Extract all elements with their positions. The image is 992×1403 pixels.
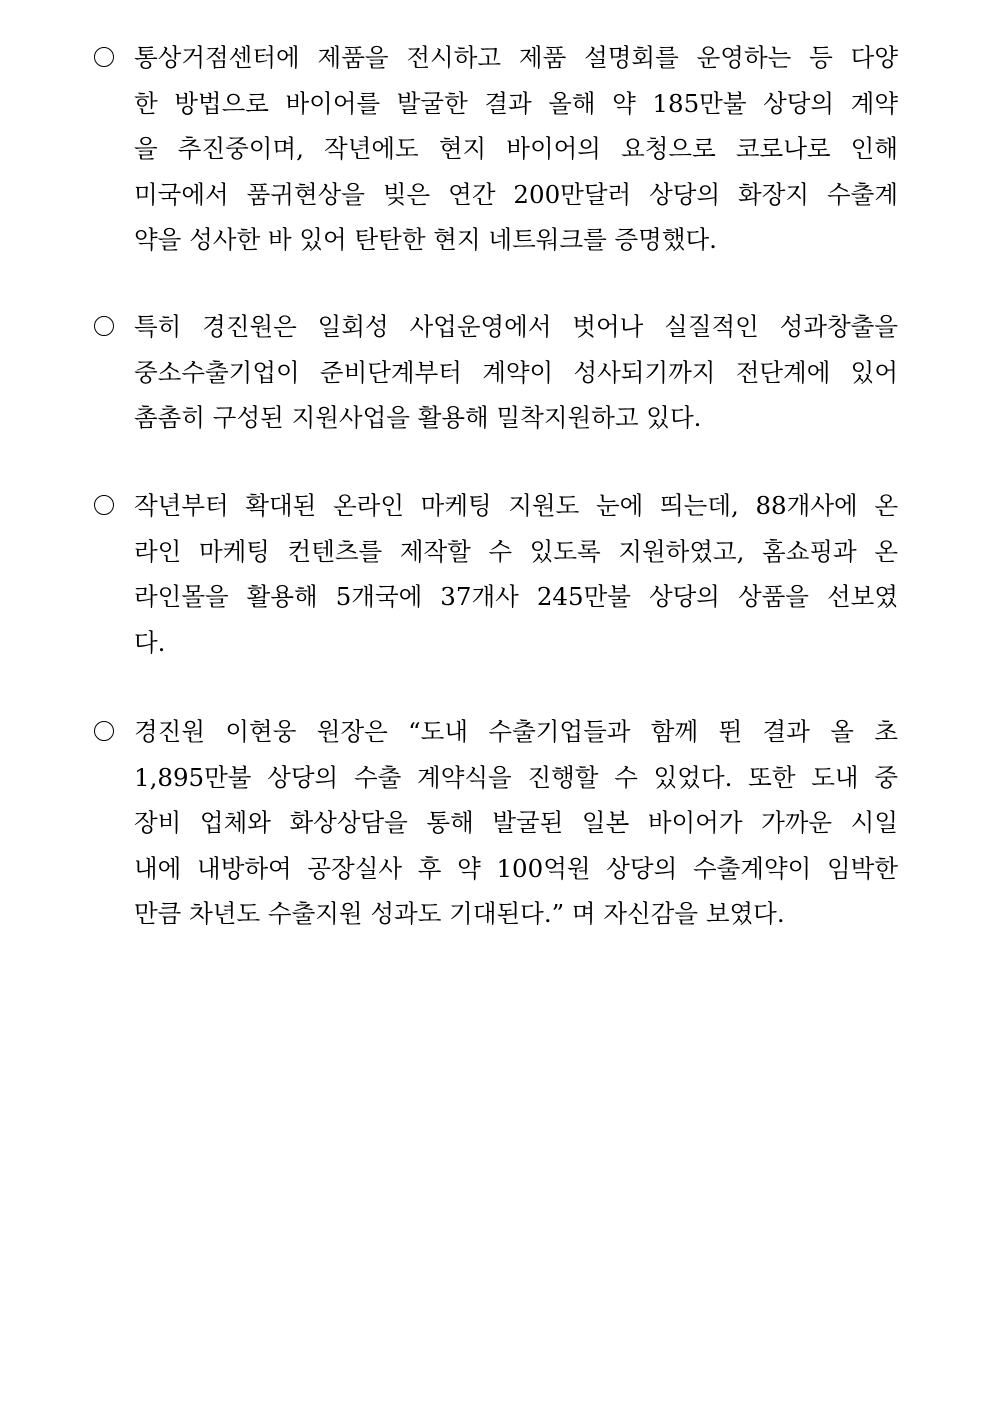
circle-bullet-icon [94, 721, 114, 741]
paragraph-line: 1,895만불 상당의 수출 계약식을 진행할 수 있었다. 또한 도내 중 [134, 763, 898, 792]
paragraph-line: 작년부터 확대된 온라인 마케팅 지원도 눈에 띄는데, 88개사에 온 [134, 491, 898, 520]
paragraph-line: 통상거점센터에 제품을 전시하고 제품 설명회를 운영하는 등 다양 [134, 43, 898, 72]
paragraph-line: 만큼 차년도 수출지원 성과도 기대된다.” 며 자신감을 보였다. [134, 899, 785, 928]
paragraph-line: 내에 내방하여 공장실사 후 약 100억원 상당의 수출계약이 임박한 [134, 854, 898, 883]
paragraph-line: 촘촘히 구성된 지원사업을 활용해 밀착지원하고 있다. [134, 403, 702, 432]
circle-bullet-icon [94, 495, 114, 515]
paragraph-line: 약을 성사한 바 있어 탄탄한 현지 네트워크를 증명했다. [134, 225, 717, 254]
paragraph-line: 중소수출기업이 준비단계부터 계약이 성사되기까지 전단계에 있어 [134, 358, 898, 387]
paragraph-line: 경진원 이현웅 원장은 “도내 수출기업들과 함께 뛴 결과 올 초 [134, 717, 898, 746]
paragraph-line: 미국에서 품귀현상을 빚은 연간 200만달러 상당의 화장지 수출계 [134, 180, 898, 209]
paragraph-line: 장비 업체와 화상상담을 통해 발굴된 일본 바이어가 가까운 시일 [134, 808, 898, 837]
paragraph-line: 라인 마케팅 컨텐츠를 제작할 수 있도록 지원하였고, 홈쇼핑과 온 [134, 537, 898, 566]
circle-bullet-icon [94, 47, 114, 67]
paragraph-line: 을 추진중이며, 작년에도 현지 바이어의 요청으로 코로나로 인해 [134, 134, 898, 163]
paragraph-line: 라인몰을 활용해 5개국에 37개사 245만불 상당의 상품을 선보였 [134, 582, 898, 611]
paragraph-line: 한 방법으로 바이어를 발굴한 결과 올해 약 185만불 상당의 계약 [134, 89, 898, 118]
paragraph-line: 특히 경진원은 일회성 사업운영에서 벗어나 실질적인 성과창출을 [134, 312, 898, 341]
paragraph-line: 다. [134, 628, 166, 657]
circle-bullet-icon [94, 316, 114, 336]
